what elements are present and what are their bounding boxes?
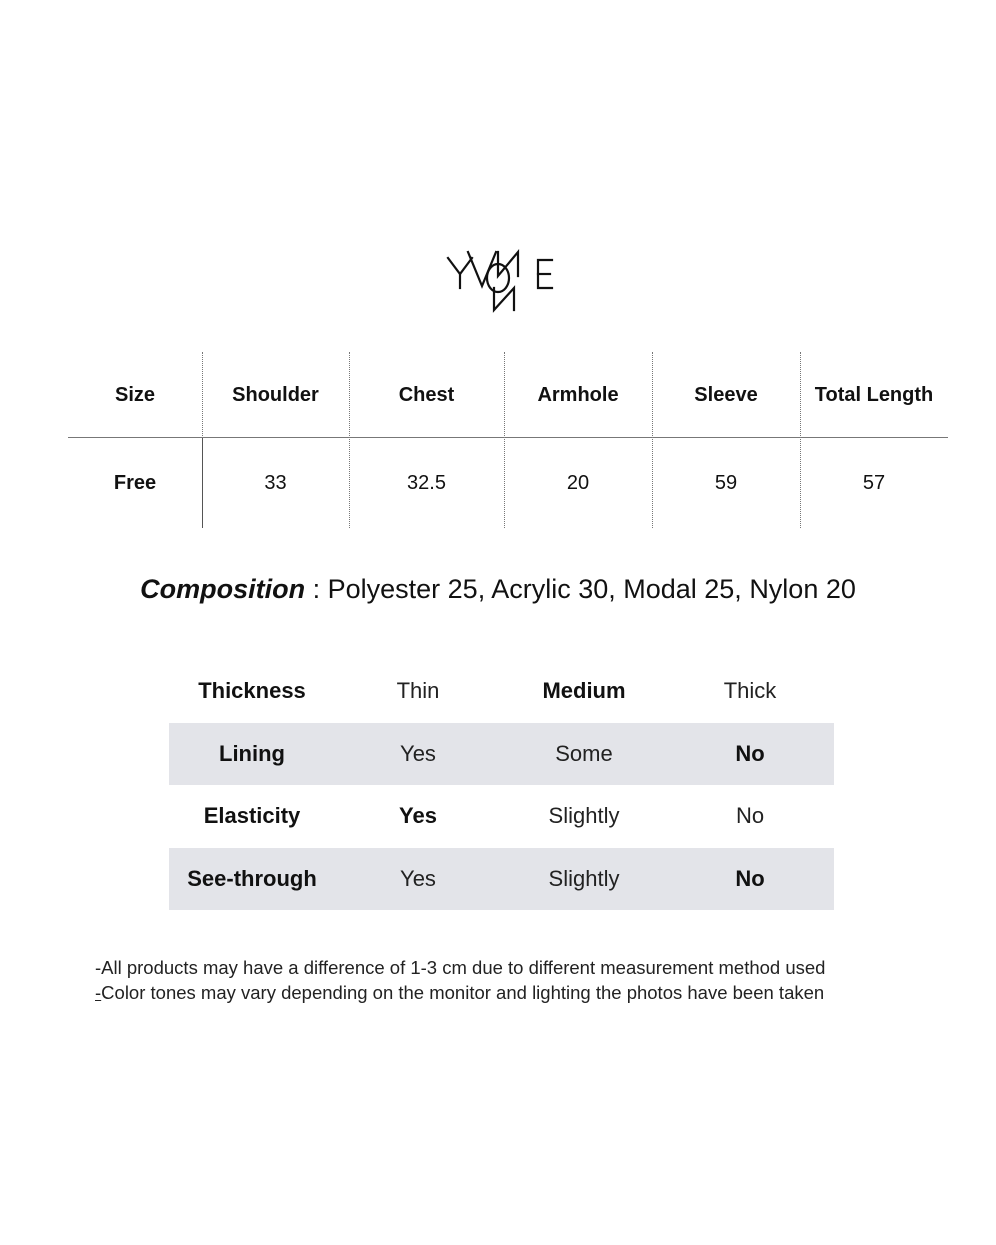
column-divider xyxy=(349,352,350,528)
note-color-dash: - xyxy=(95,982,102,1003)
brand-logo-mark xyxy=(438,238,566,318)
fabric-properties-table xyxy=(169,660,834,910)
property-option: Yes xyxy=(400,865,436,891)
property-name: Thickness xyxy=(198,678,306,704)
header-total-length: Total Length xyxy=(814,383,934,406)
row-armhole: 20 xyxy=(566,471,590,494)
property-option-selected: No xyxy=(735,740,765,766)
property-option: Slightly xyxy=(548,865,620,891)
property-row-elasticity xyxy=(169,785,834,848)
property-option: No xyxy=(735,803,765,829)
note-color xyxy=(95,980,925,1005)
table-row xyxy=(68,438,948,528)
header-chest: Chest xyxy=(398,383,455,406)
property-row-lining xyxy=(169,723,834,786)
property-option: Thick xyxy=(723,678,777,704)
composition-line xyxy=(0,574,996,605)
composition-separator: : xyxy=(305,574,328,604)
composition-label: Composition xyxy=(140,574,306,604)
row-shoulder: 33 xyxy=(264,471,287,494)
note-color-text: Color tones may vary depending on the monitor and lighting the photos have been taken xyxy=(101,982,825,1003)
row-chest: 32.5 xyxy=(407,471,446,494)
property-option: Slightly xyxy=(548,803,620,829)
row-size: Free xyxy=(113,471,157,494)
size-table-header xyxy=(68,352,948,438)
property-option: Yes xyxy=(400,740,436,766)
property-row-see-through xyxy=(169,848,834,911)
size-column-divider xyxy=(202,438,203,528)
property-row-thickness xyxy=(169,660,834,723)
note-measurement: -All products may have a difference of 1-3 cm due to different measurement method used xyxy=(95,957,826,978)
header-size: Size xyxy=(114,383,156,406)
property-name: Elasticity xyxy=(203,803,301,829)
property-name: Lining xyxy=(219,740,285,766)
brand-logo xyxy=(438,238,566,318)
column-divider xyxy=(800,352,801,528)
property-option: Some xyxy=(555,740,613,766)
disclaimer-notes xyxy=(95,955,925,1005)
property-name: See-through xyxy=(187,865,317,891)
property-option-selected: No xyxy=(735,865,765,891)
header-armhole: Armhole xyxy=(537,383,619,406)
property-option-selected: Yes xyxy=(399,803,437,829)
header-shoulder: Shoulder xyxy=(232,383,319,406)
column-divider xyxy=(504,352,505,528)
composition-value: Polyester 25, Acrylic 30, Modal 25, Nylon 20 xyxy=(327,574,856,604)
property-option-selected: Medium xyxy=(542,678,626,704)
property-option: Thin xyxy=(396,678,440,704)
column-divider xyxy=(652,352,653,528)
size-table xyxy=(68,352,948,528)
row-total-length: 57 xyxy=(862,471,886,494)
row-sleeve: 59 xyxy=(714,471,738,494)
header-sleeve: Sleeve xyxy=(694,383,758,406)
